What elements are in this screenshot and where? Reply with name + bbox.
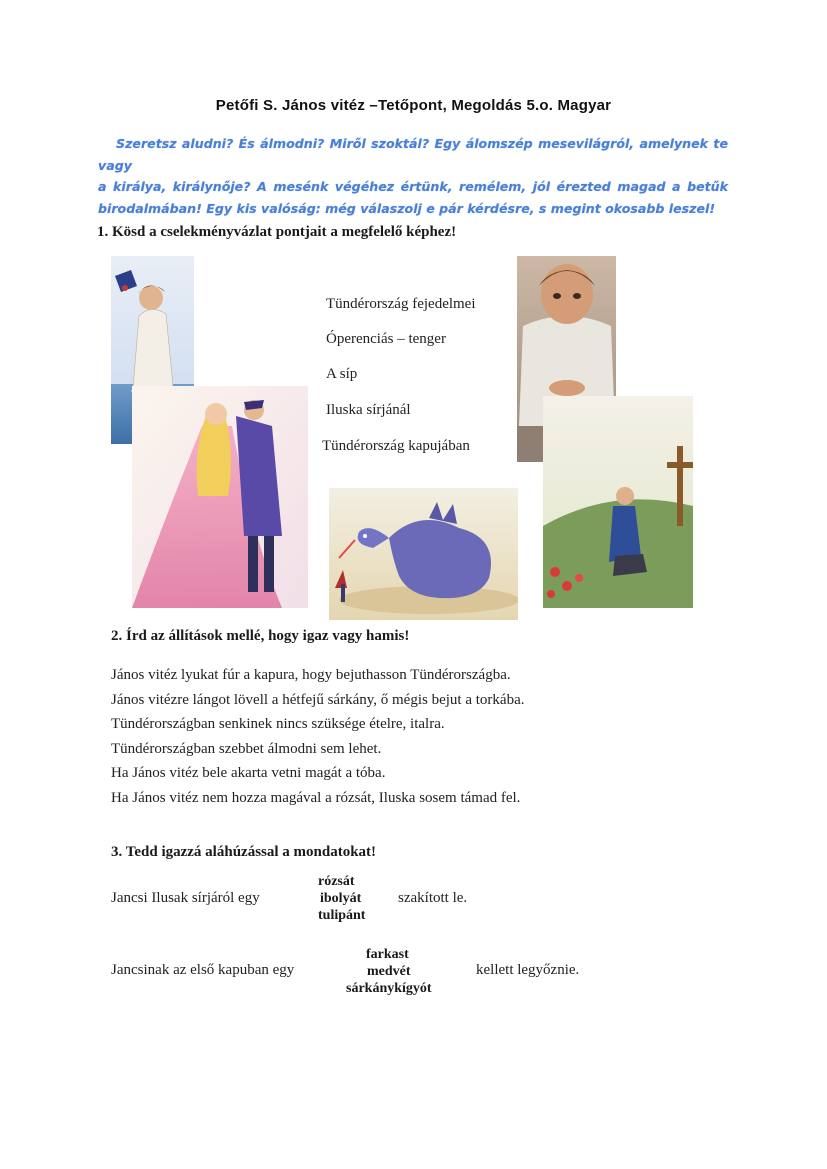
task3-sentence1-choice[interactable]: tulipánt [318,908,366,923]
task1-heading: 1. Kösd a cselekményvázlat pontjait a megfelelő képhez! [97,224,457,240]
illustration-hero-at-grave [543,396,693,608]
illustration-dragon-svg [329,488,518,620]
task3-sentence1-after: szakított le. [398,890,468,906]
task3-sentence1-choice[interactable]: ibolyát [320,891,362,906]
task3-sentence2-choice[interactable]: medvét [367,964,411,979]
task2-statement: Tündérországban szebbet álmodni sem lehet. [111,740,382,757]
illustration-fairy-queen [132,386,308,608]
task3-sentence1-choice[interactable]: rózsát [318,874,355,889]
intro-paragraph [98,133,728,219]
task2-heading: 2. Írd az állítások mellé, hogy igaz vagy hamis! [111,628,410,644]
illustration-fairy-queen-svg [132,386,308,608]
illustration-dragon [329,488,518,620]
task3-sentence2-choice[interactable]: farkast [366,947,409,962]
intro-rest: a királya, királynője? A mesénk végéhez értünk, remélem, jól érezted magad a betűk birodalmában! Egy kis valóság: még válaszolj e pár kérdésre, s megint okosabb leszel! [98,179,728,216]
page-title: Petőfi S. János vitéz –Tetőpont, Megoldás 5.o. Magyar [215,97,612,114]
task2-statement: Tündérországban senkinek nincs szüksége ételre, italra. [111,716,445,733]
task1-option: Tündérország fejedelmei [326,296,476,312]
task2-statement: Ha János vitéz nem hozza magával a rózsát, Iluska sosem támad fel. [111,789,521,806]
illustration-hero-at-grave-svg [543,396,693,608]
task3-sentence2-before: Jancsinak az első kapuban egy [111,962,295,978]
task2-statement: Ha János vitéz bele akarta vetni magát a tóba. [111,765,386,782]
task1-option: A síp [326,366,358,382]
task3-sentence2-after: kellett legyőznie. [476,962,580,978]
task1-option: Iluska sírjánál [326,402,411,418]
intro-line-1: Szeretsz aludni? És álmodni? Miről szoktál? Egy álomszép mesevilágról, amelynek te vagy [98,136,728,173]
task3-heading: 3. Tedd igazzá aláhúzással a mondatokat! [111,844,377,860]
task3-sentence1-before: Jancsi Ilusak sírjáról egy [111,890,260,906]
task2-statement: János vitézre lángot lövell a hétfejű sárkány, ő mégis bejut a torkába. [111,691,525,708]
task1-option: Tündérország kapujában [322,438,470,454]
task2-statement-list [111,663,524,811]
task2-statement: János vitéz lyukat fúr a kapura, hogy bejuthasson Tündérországba. [111,667,511,683]
task3-sentence2-choice[interactable]: sárkánykígyót [346,981,432,996]
task1-option: Óperenciás – tenger [326,331,446,347]
